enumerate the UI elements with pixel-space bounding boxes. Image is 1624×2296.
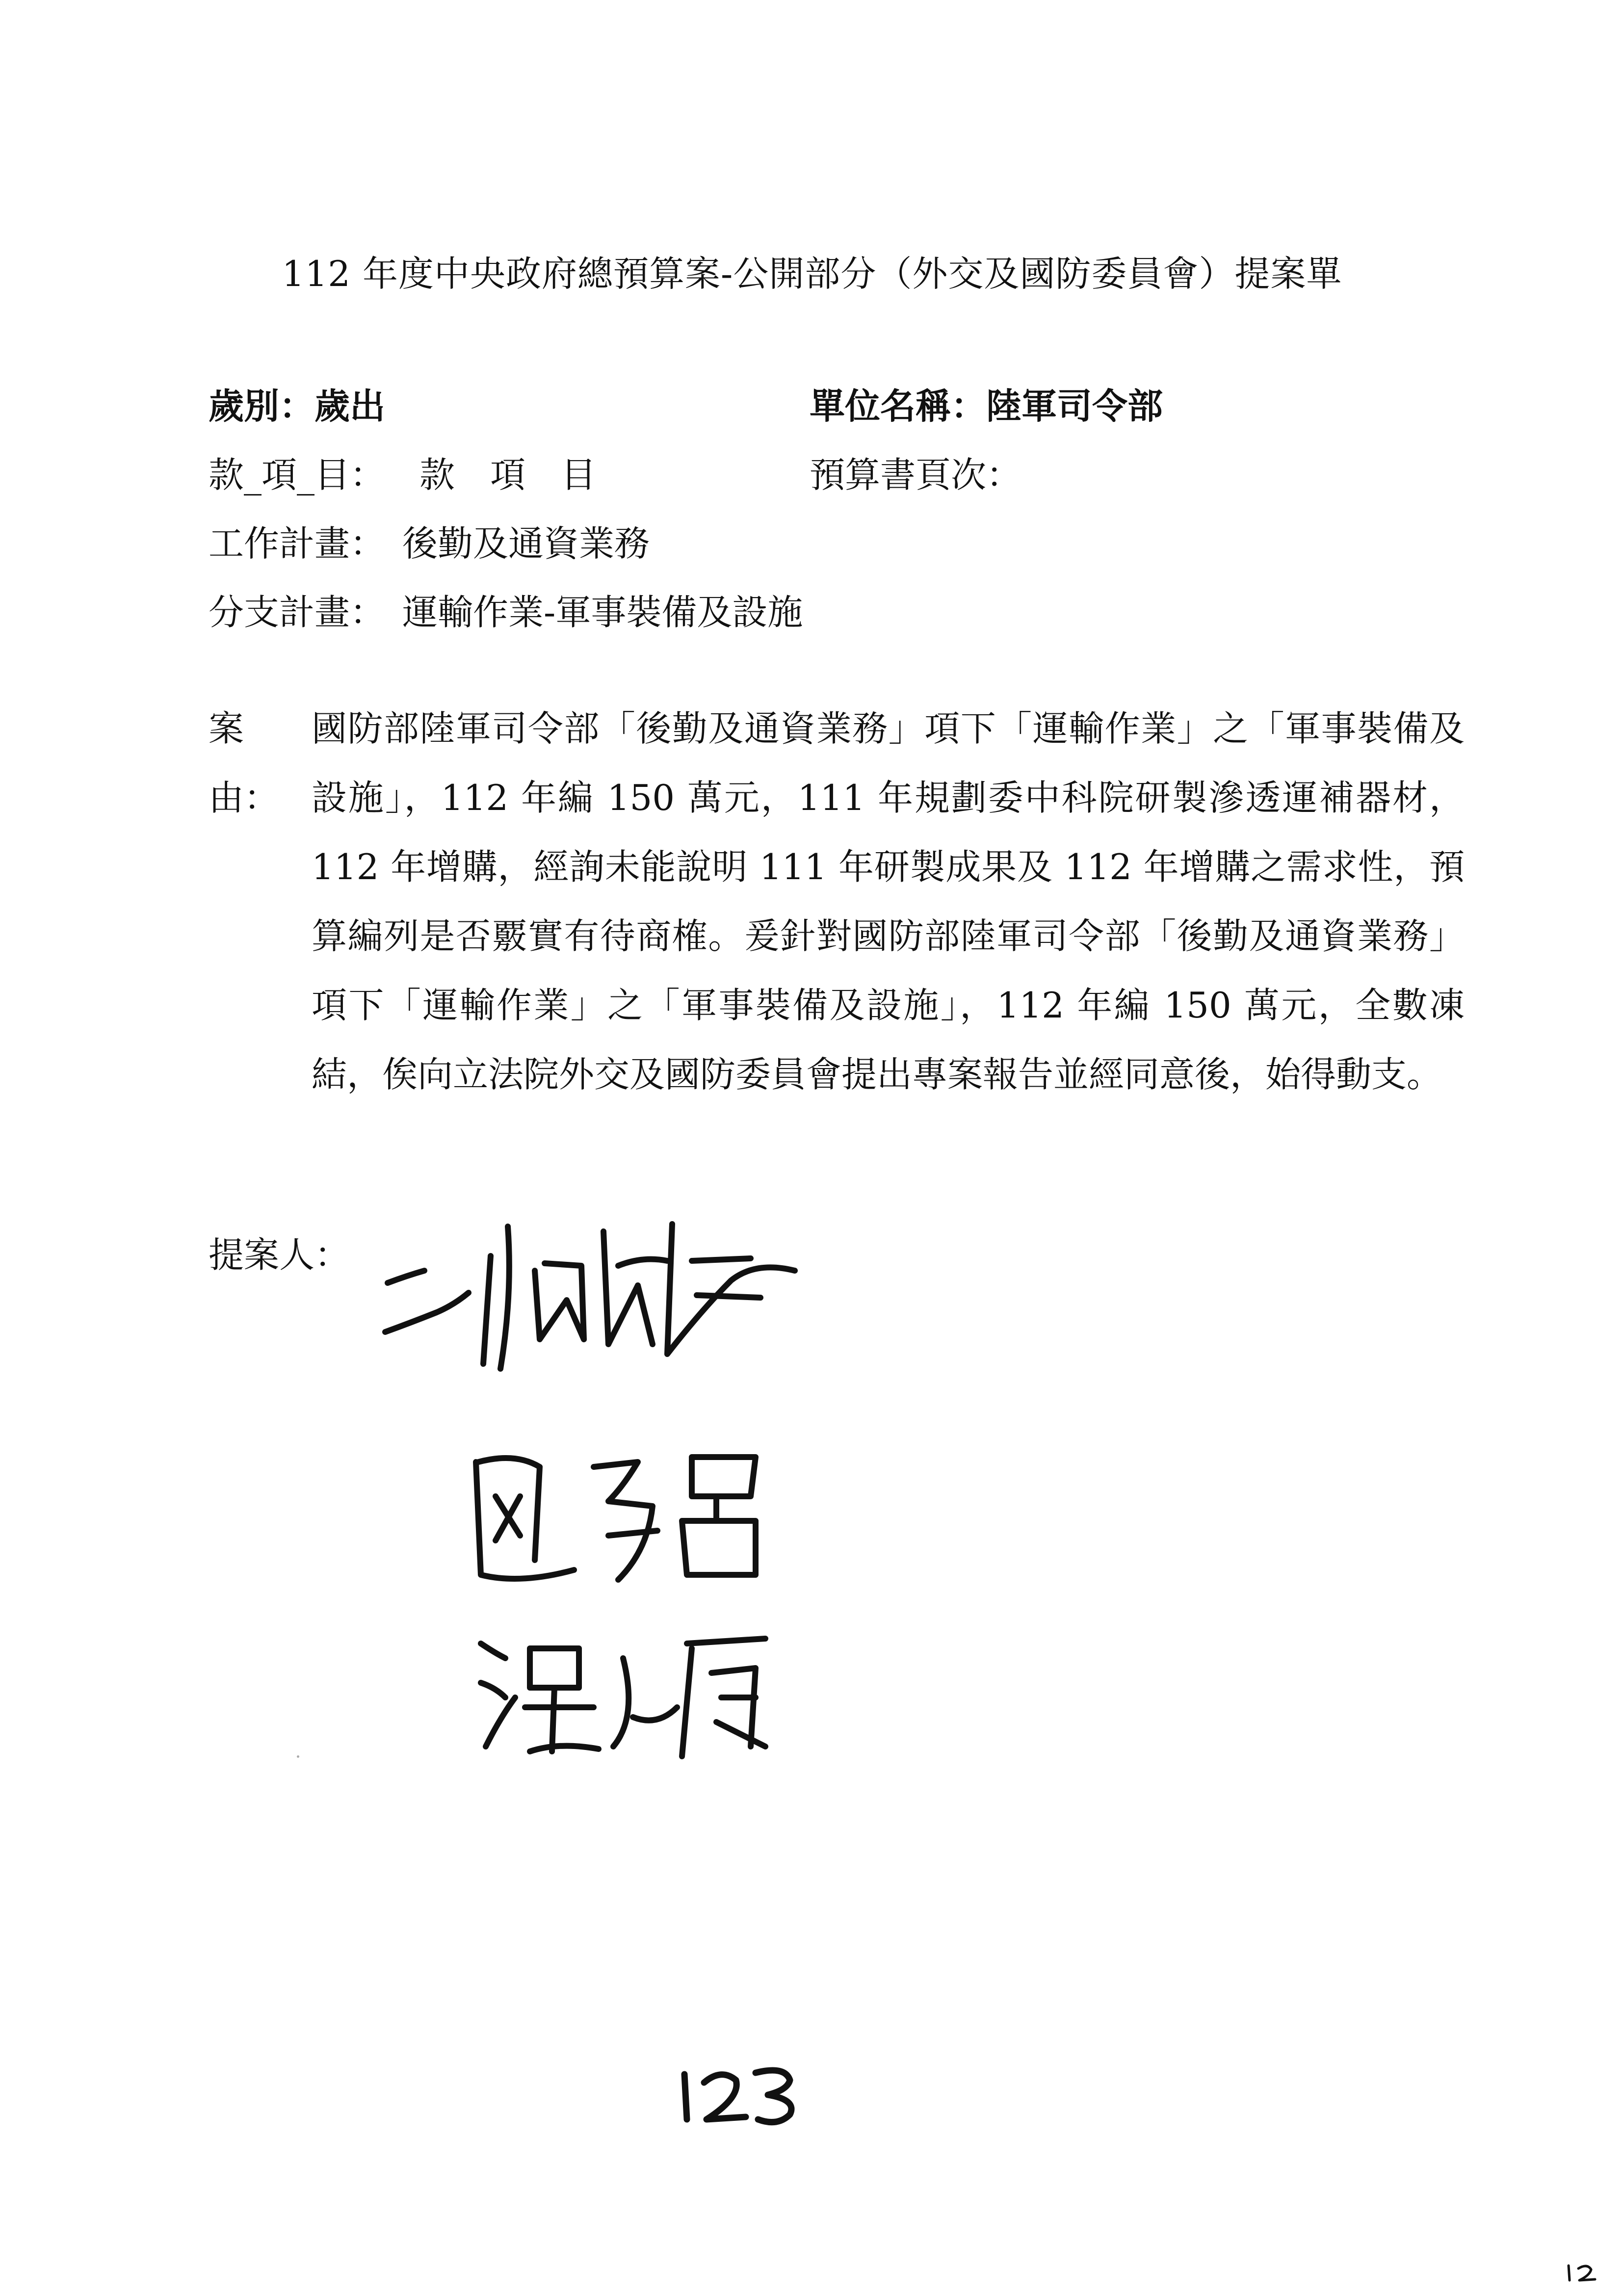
case-reason-text: 國防部陸軍司令部「後勤及通資業務」項下「運輸作業」之「軍事裝備及設施」，112 年編 150 萬元，111 年規劃委中科院研製滲透運補器材，112 年增購，經詢未能說明 111 年研製成果及 112 年增購之需求性，預算編列是否覈實有待商榷。爰針對國防部陸軍司令部「後勤及通資業務」項下「運輸作業」之「軍事裝備及設施」，112 年編 150 萬元，全數凍結，俟向立法院外交及國防委員會提出專案報告並經同意後，始得動支。 (312, 708, 1465, 1095)
signature-3 (471, 1619, 785, 1766)
proposer-label: 提案人： (209, 1234, 350, 1276)
work-plan-label: 工作計畫： (209, 523, 386, 564)
branch-plan-value: 運輸作業-軍事裝備及設施 (402, 592, 803, 633)
signature-2 (461, 1437, 775, 1599)
case-reason (209, 694, 1465, 1109)
item-label: 款_項_目： (209, 454, 386, 496)
case-reason-label: 案由： (209, 708, 280, 818)
work-plan-value: 後勤及通資業務 (402, 523, 650, 564)
category-field: 歲別：歲出 (209, 385, 386, 427)
unit-name-field: 單位名稱：陸軍司令部 (810, 385, 1163, 427)
handwritten-page-number (672, 2061, 805, 2129)
item-value: 款 項 目 (419, 454, 597, 496)
budget-page-label: 預算書頁次： (810, 454, 1022, 496)
document-title: 112 年度中央政府總預算案-公開部分（外交及國防委員會）提案單 (282, 253, 1342, 294)
scan-speck (297, 1755, 299, 1758)
corner-mark (1563, 2261, 1602, 2285)
branch-plan-label: 分支計畫： (209, 592, 386, 633)
signature-1 (378, 1197, 819, 1383)
